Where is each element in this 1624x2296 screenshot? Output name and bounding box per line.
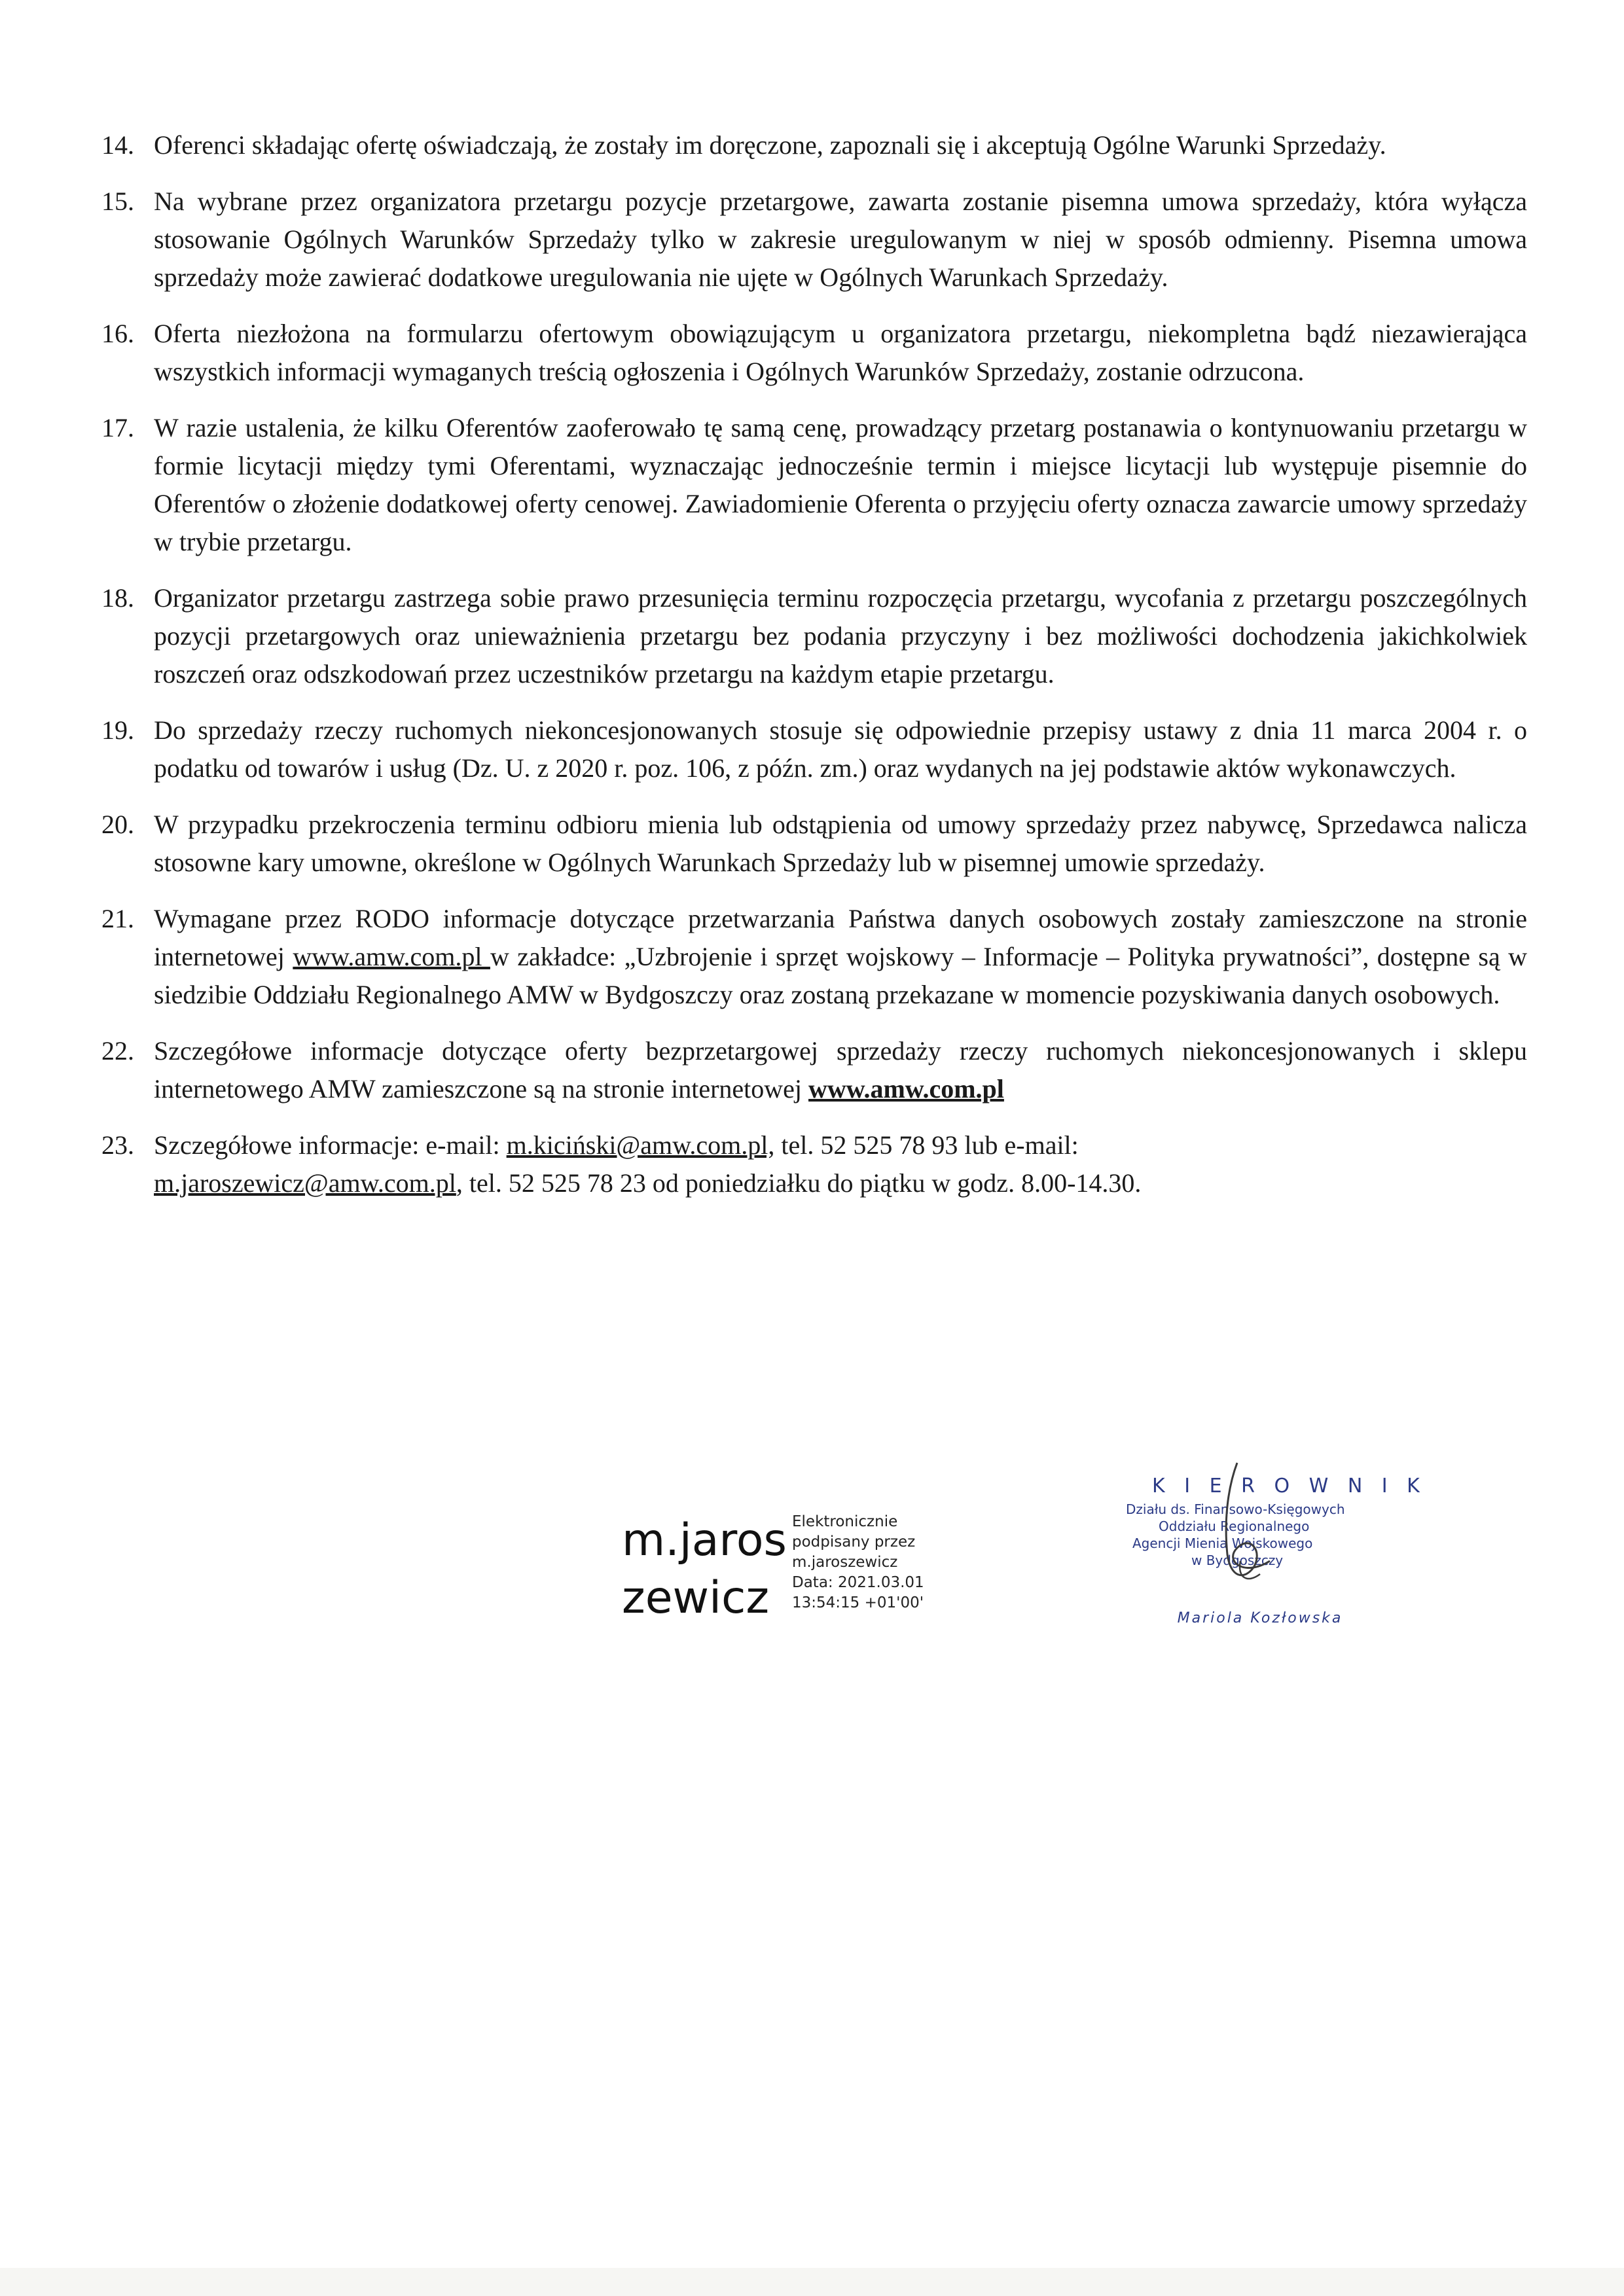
item-number: 15. <box>101 187 134 216</box>
stamp-line-1: K I E R O W N I K <box>1152 1475 1426 1498</box>
page-bottom-edge <box>0 2268 1624 2296</box>
item-text: Oferta niezłożona na formularzu ofertowym obowiązującym u organizatora przetargu, niekompletna bądź niezawierająca wszystkich informacji wymaganych treścią ogłoszenia i Ogólnych Warunków Sprzedaży, zostanie odrzucona. <box>154 319 1527 386</box>
electronic-signature <box>622 1499 962 1643</box>
item-number: 20. <box>101 810 134 839</box>
signature-info-line: podpisany przez <box>792 1534 916 1551</box>
list-item <box>101 126 1527 164</box>
list-item <box>101 1126 1527 1202</box>
item-text-part: , tel. 52 525 78 23 od poniedziałku do piątku w godz. 8.00-14.30. <box>456 1168 1142 1198</box>
list-item <box>101 315 1527 391</box>
item-text: Oferenci składając ofertę oświadczają, że zostały im doręczone, zapoznali się i akceptują Ogólne Warunki Sprzedaży. <box>154 130 1386 160</box>
item-text <box>154 1126 1527 1202</box>
website-link[interactable]: www.amw.com.pl <box>808 1074 1004 1103</box>
signature-name-line: m.jaros <box>622 1515 787 1566</box>
list-item <box>101 1032 1527 1108</box>
official-stamp <box>1113 1463 1426 1640</box>
signature-info <box>792 1512 962 1613</box>
item-text: Organizator przetargu zastrzega sobie prawo przesunięcia terminu rozpoczęcia przetargu, wycofania z przetargu poszczególnych pozycji przetargowych oraz unieważnienia przetargu bez podania przyczyny i bez możliwości dochodzenia jakichkolwiek roszczeń oraz odszkodowań przez uczestników przetargu na każdym etapie przetargu. <box>154 583 1527 689</box>
item-text-part: w zakładce: „Uzbrojenie i sprzęt wojskowy – Informacje – Polityka prywatności”, dostępne są w siedzibie Oddziału Regionalnego AMW w Bydgoszczy oraz zostaną przekazane w momencie pozyskiwania danych osobowych. <box>154 942 1528 1009</box>
item-text-part: Szczegółowe informacje dotyczące oferty bezprzetargowej sprzedaży rzeczy ruchomych niekoncesjonowanych i sklepu internetowego AMW zamieszczone są na stronie internetowej <box>154 1036 1527 1103</box>
item-number: 17. <box>101 413 134 442</box>
website-link[interactable]: www.amw.com.pl <box>293 942 490 971</box>
list-item <box>101 579 1527 693</box>
list-item <box>101 806 1527 882</box>
stamp-person-name: Mariola Kozłowska <box>1177 1610 1343 1626</box>
item-text-part: Szczegółowe informacje: e-mail: <box>154 1130 507 1160</box>
terms-list <box>101 126 1527 1221</box>
item-text: Na wybrane przez organizatora przetargu pozycje przetargowe, zawarta zostanie pisemna umowa sprzedaży, która wyłącza stosowanie Ogólnych Warunków Sprzedaży tylko w zakresie uregulowanym w niej w sposób odmienny. Pisemna umowa sprzedaży może zawierać dodatkowe uregulowania nie ujęte w Ogólnych Warunkach Sprzedaży. <box>154 187 1527 292</box>
item-number: 23. <box>101 1130 134 1160</box>
item-text-part: Wymagane przez RODO informacje dotyczące przetwarzania Państwa danych osobowych zostały zamieszczone na stronie internetowej <box>154 904 1527 971</box>
item-text: W razie ustalenia, że kilku Oferentów zaoferowało tę samą cenę, prowadzący przetarg postanawia o kontynuowaniu przetargu w formie licytacji między tymi Oferentami, wyznaczając jednocześnie termin i miejsce licytacji lub występuje pisemnie do Oferentów o złożenie dodatkowej oferty cenowej. Zawiadomienie Oferenta o przyjęciu oferty oznacza zawarcie umowy sprzedaży w trybie przetargu. <box>154 413 1527 556</box>
list-item <box>101 711 1527 787</box>
email-link[interactable]: m.kiciński@amw.com.pl, <box>506 1130 775 1160</box>
list-item <box>101 183 1527 296</box>
signature-name <box>622 1512 787 1627</box>
item-text: Do sprzedaży rzeczy ruchomych niekoncesjonowanych stosuje się odpowiednie przepisy ustawy z dnia 11 marca 2004 r. o podatku od towarów i usług (Dz. U. z 2020 r. poz. 106, z późn. zm.) oraz wydanych na jej podstawie aktów wykonawczych. <box>154 715 1527 783</box>
stamp-line-2: Działu ds. Finansowo-Księgowych <box>1126 1501 1345 1517</box>
item-text: W przypadku przekroczenia terminu odbioru mienia lub odstąpienia od umowy sprzedaży przez nabywcę, Sprzedawca nalicza stosowne kary umowne, określone w Ogólnych Warunkach Sprzedaży lub w pisemnej umowie sprzedaży. <box>154 810 1527 877</box>
item-number: 14. <box>101 130 134 160</box>
signature-info-line: Data: 2021.03.01 <box>792 1574 924 1591</box>
signature-info-line: m.jaroszewicz <box>792 1554 898 1571</box>
item-text <box>154 1032 1527 1108</box>
stamp-line-3: Oddziału Regionalnego <box>1159 1518 1310 1534</box>
list-item <box>101 900 1527 1014</box>
item-number: 18. <box>101 583 134 613</box>
email-link[interactable]: m.jaroszewicz@amw.com.pl <box>154 1168 456 1198</box>
item-text <box>154 900 1527 1014</box>
item-text-part: tel. 52 525 78 93 lub e-mail: <box>774 1130 1079 1160</box>
item-number: 21. <box>101 904 134 933</box>
signature-name-line: zewicz <box>622 1572 770 1624</box>
item-number: 19. <box>101 715 134 745</box>
stamp-line-5: w Bydgoszczy <box>1191 1552 1284 1568</box>
list-item <box>101 409 1527 561</box>
signature-info-line: 13:54:15 +01'00' <box>792 1594 924 1611</box>
item-number: 22. <box>101 1036 134 1066</box>
item-number: 16. <box>101 319 134 348</box>
stamp-line-4: Agencji Mienia Wojskowego <box>1132 1535 1313 1551</box>
signature-info-line: Elektronicznie <box>792 1513 898 1530</box>
